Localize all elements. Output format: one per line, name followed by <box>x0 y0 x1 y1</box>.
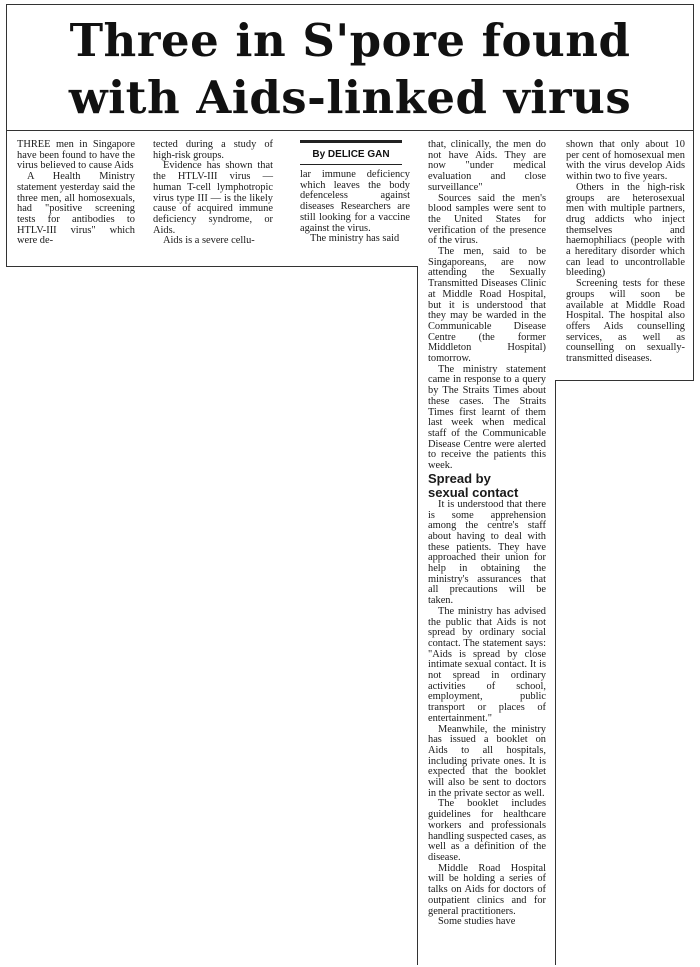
paragraph: Some studies have <box>438 916 516 928</box>
paragraph: The ministry statement came in response to a query by The Straits Times about these cases. The Straits Times first learnt of them last week when medical staff of the Communicable Disease Centre were alerted to receive the patients this week. <box>428 363 546 472</box>
column-1 <box>17 140 135 247</box>
subhead-line-1: Spread by <box>428 470 491 486</box>
subhead-line-2: sexual contact <box>428 484 519 500</box>
column-5 <box>566 140 685 365</box>
paragraph: tected during a study of high-risk groups. <box>153 139 273 161</box>
right-step-border <box>555 380 556 965</box>
byline: By DELICE GAN <box>300 140 402 165</box>
paragraph: The booklet includes guidelines for healthcare workers and professionals handling suspected cases, as well as a definition of the disease. <box>428 798 546 863</box>
paragraph: Evidence has shown that the HTLV-III virus — human T-cell lymphotropic virus type III — is the likely cause of acquired immune deficiency syndrome, or Aids. <box>153 160 273 236</box>
paragraph: Sources said the men's blood samples were sent to the United States for verification of the presence of the virus. <box>428 192 546 247</box>
headline-line-1: Three in S'pore found <box>69 14 631 67</box>
paragraph: The men, said to be Singaporeans, are now attending the Sexually Transmitted Diseases Clinic at Middle Road Hospital, but it is understood that they may be warded in the Communicable Disease Centre (the former Middleton Hospital) tomorrow. <box>428 246 546 365</box>
column-3 <box>300 170 410 245</box>
left-border <box>6 4 7 266</box>
headline-rule <box>6 130 694 131</box>
paragraph: The ministry has said <box>310 233 400 245</box>
column-4 <box>428 140 546 928</box>
right-bottom-border <box>555 380 694 381</box>
left-bottom-border <box>6 266 418 267</box>
column-2 <box>153 140 273 247</box>
paragraph: lar immune deficiency which leaves the body defenceless against diseases Researchers are still looking for a vaccine against the virus. <box>300 169 410 234</box>
paragraph: shown that only about 10 per cent of homosexual men with the virus develop Aids within two to five years. <box>566 139 685 183</box>
paragraph: Middle Road Hospital will be holding a series of talks on Aids for doctors of outpatient clinics and for general practitioners. <box>428 862 546 917</box>
paragraph: It is understood that there is some apprehension among the centre's staff about having to deal with these patients. They have approached their union for help in obtaining the ministry's assurances that all precautions will be taken. <box>428 498 546 607</box>
headline <box>12 12 688 126</box>
right-border <box>693 4 694 380</box>
paragraph: Meanwhile, the ministry has issued a booklet on Aids to all hospitals, including private ones. It is expected that the booklet will also be sent to doctors in the private sector as well. <box>428 723 546 799</box>
paragraph: that, clinically, the men do not have Aids. They are now "under medical evaluation and close surveillance" <box>428 139 546 193</box>
paragraph: A Health Ministry statement yesterday said the three men, all homosexuals, had "positive screening tests for antibodies to HTLV-III virus" which were de- <box>17 171 135 247</box>
paragraph: Screening tests for these groups will soon be available at Middle Road Hospital. The hospital also offers Aids counselling services, as well as counselling on sexually-transmitted diseases. <box>566 278 685 365</box>
paragraph: THREE men in Singapore have been found to have the virus believed to cause Aids <box>17 139 135 172</box>
top-border <box>6 4 694 5</box>
paragraph: Aids is a severe cellu- <box>163 235 255 247</box>
center-step-border <box>417 266 418 965</box>
headline-line-2: with Aids-linked virus <box>68 71 632 124</box>
paragraph: The ministry has advised the public that Aids is not spread by ordinary social contact. The statement says: "Aids is spread by close intimate sexual contact. It is not spread in ordinary activities of school, employment, public transport or places of entertainment." <box>428 605 546 724</box>
paragraph: Others in the high-risk groups are heterosexual men with multiple partners, drug addicts who inject themselves and haemophiliacs (people with a hereditary disorder which can lead to uncontrollable bleeding) <box>566 181 685 279</box>
